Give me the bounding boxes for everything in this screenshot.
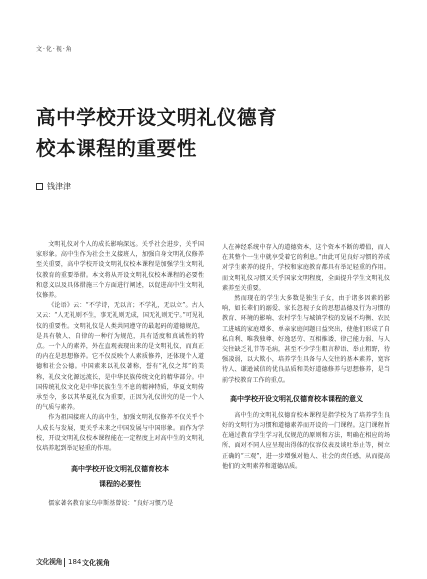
- paragraph: 然而现在的学生大多数是独生子女，由于诸多因素的影响，如长辈们的溺爱、家长忽视子女的思想品德及行为习惯的教育、环境的影响、农村学生与城镇学校的发展不均衡、农民工进城的家庭增多、单亲家庭问题日益突出，使他们形成了自私自利、唯我独尊、好逸恶劳、互相推诿、律己能力弱、与人交往缺乏礼节等毛病，甚至不少学生粗言秽语、举止粗野，待强凌弱，以大欺小，培养学生具备与人交往的基本素养，宽容待人、谦逊诚信的优良品质和美好道德修养与思想修养，是当前学校教育工作的重点。: [222, 295, 390, 384]
- journal-name: 文化视角: [82, 558, 110, 567]
- footer-divider: [64, 558, 65, 567]
- page-footer: [0, 557, 427, 571]
- article-title-line-1: 高中学校开设文明礼仪德育: [36, 106, 278, 129]
- paragraph: 儒家著名教育家乌申斯基曾说：“良好习惯乃是: [48, 500, 174, 508]
- article-title-line-2: 校本课程的重要性: [36, 137, 197, 160]
- page-number: 184: [68, 558, 82, 566]
- paragraph: 高中生的文明礼仪德育校本课程是指学校为了培养学生良好的文明行为习惯和道德素养而开设的一门课程。这门课程旨在通过教育学生学习礼仪规范的原则和方法，明确在相应的场所、面对不同人应呈现出得体的仪容仪表及谈吐举止等，树立正确的“三观”，进一步增强对他人、社会的责任感，从而提高他们的文明素养和道德品质。: [222, 411, 390, 470]
- section-heading: [36, 462, 204, 492]
- author-line: [36, 181, 71, 192]
- journal-logo: 文化视角: [36, 558, 62, 566]
- left-column: [36, 240, 204, 509]
- paragraph: 文明礼仪对个人的成长影响深远。关乎社会进步，关乎国家形象。高中生作为社会主义接班人，加强自身文明礼仪修养至关重要，高中学校开设文明礼仪校本课程是加强学生文明礼仪教育的重要举措。本文将从开设文明礼仪校本课程的必要性和意义以及具体措施三个方面进行阐述，以促进高中生文明礼仪修养。: [36, 241, 204, 300]
- author-name: 钱津津: [47, 182, 71, 191]
- paragraph: 人在神经系统中存入的道德资本，这个资本不断的增值，而人在其整个一生中就享受着它的利息。”由此可见良好习惯的养成对学生素养的提升，学校和家庭教育都具有举足轻重的作用。而文明礼仪习惯又关乎国家文明程度，全面提升学生文明礼仪素养至关重要。: [222, 244, 390, 292]
- article-title: [36, 102, 376, 164]
- square-bullet-icon: [36, 183, 43, 190]
- paragraph: 《论语》云：“不学诗，无以言；不学礼，无以立”。古人又云：“人无礼则不生，事无礼则无成，国无礼则无宁。”可见礼仪的重要性。文明礼仪是人类共同遵守的最起码的道德规范，是具有敬人、自律的一种行为规范，具有适度和真诚性的特点。一个人的素养，外在直观表现出来的是文明礼仪，而真正的内在是思想修养。它不仅反映个人素质修养，还体现个人道德和社会公德。中国素来以礼仪著称，誉有“礼仪之邦”的美称，礼仪文化源远流长，是中华民族传统文化的精华部分。中国传统礼仪文化是中华民族生生不息的精神特质，华夏文明传承至今，多以其华夏礼仪为重要，正因为礼仪讲究的是一个人的气质与素养。: [36, 302, 204, 412]
- right-column: [222, 243, 390, 472]
- section-heading: 高中学校开设文明礼仪德育校本课程的意义: [230, 394, 363, 403]
- section-tag: 文·化·视·角: [36, 46, 73, 53]
- section-heading-text: 高中学校开设文明礼仪德育校本 课程的必要性: [71, 465, 169, 489]
- paragraph: 作为祖国接班人的高中生，加强文明礼仪修养不仅关乎个人成长与发展，更关乎未来之中国发展与中国形象。而作为学校，开设文明礼仪校本课程能在一定程度上对高中生的文明礼仪培养起到举足轻重的作用。: [36, 414, 204, 453]
